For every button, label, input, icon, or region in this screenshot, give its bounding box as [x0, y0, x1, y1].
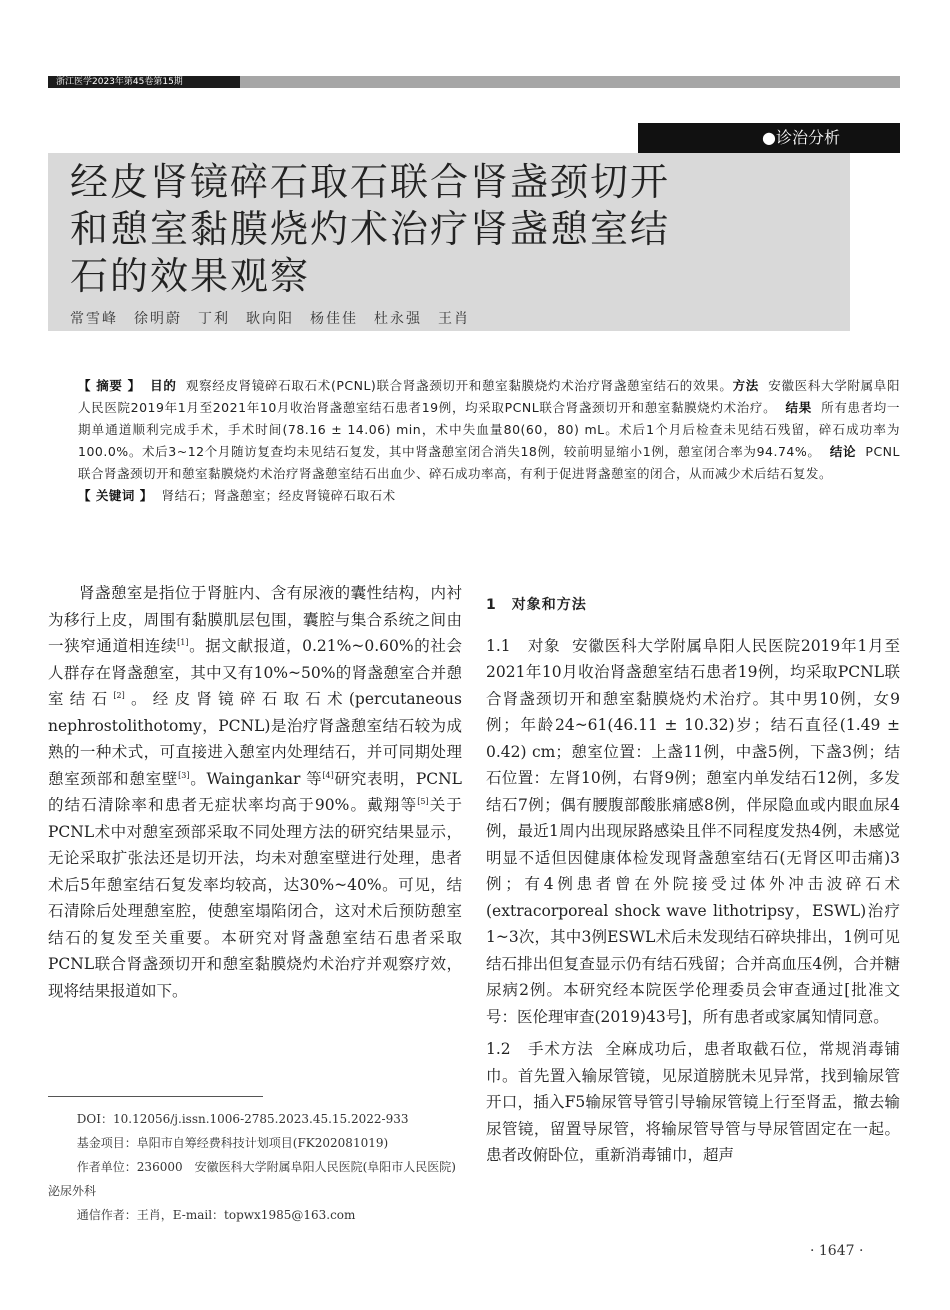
citation-3[interactable]: [3] [178, 770, 190, 780]
affiliation: 作者单位：236000 安徽医科大学附属阜阳人民医院(阜阳市人民医院)泌尿外科 [48, 1160, 456, 1198]
objective-text: 观察经皮肾镜碎石取石术(PCNL)联合肾盏颈切开和憩室黏膜烧灼术治疗肾盏憩室结石的效果。 [185, 378, 733, 393]
citation-5[interactable]: [5] [417, 797, 429, 806]
header-bar [48, 76, 900, 88]
subsection-subjects: 1.1 对象 安徽医科大学附属阜阳人民医院2019年1月至2021年10月收治肾盏憩室结石患者19例，均采取PCNL联合肾盏颈切开和憩室黏膜烧灼术治疗。其中男10例，女9例；年龄24~61(46.11 ± 10.32)岁；结石直径(1.49 ± 0.42) cm；憩室位置：上盏11例，中盏5例，下盏3例；结石位置：左肾10例，右肾9例；憩室内单发结石12例，多发结石7例；偶有腰腹部酸胀痛感8例，伴尿隐血或内眼血尿4例，最近1周内出现尿路感染且伴不同程度发热4例，未感觉明显不适但因健康体检发现肾盏憩室结石(无肾区叩击痛)3例；有4例患者曾在外院接受过体外冲击波碎石术(extracorporeal shock wave lithotripsy，ESWL)治疗1~3次，其中3例ESWL术后未发现结石碎块排出，1例可见结石排出但复查显示仍有结石残留；合并高血压4例，合并糖尿病2例。本研究经本院医学伦理委员会审查通过[批准文号：医伦理审查(2019)43号]，所有患者或家属知情同意。 [486, 636, 901, 1026]
title-block [48, 153, 850, 331]
page-number: · 1647 · [810, 1243, 864, 1259]
article-title: 经皮肾镜碎石取石联合肾盏颈切开和憩室黏膜烧灼术治疗肾盏憩室结石的效果观察 [70, 160, 671, 298]
results-text: 所有患者均一期单通道顺利完成手术，手术时间(78.16 ± 14.06) min，术中失血量80(60，80) mL。术后1个月后检查未见结石残留，碎石成功率为100.0%。术后3~12个月随访复查均未见结石复发，其中肾盏憩室闭合消失18例，较前明显缩小1例，憩室闭合率为94.74%。 [78, 400, 900, 459]
footnote-divider [48, 1096, 263, 1097]
journal-info: 浙江医学2023年第45卷第15期 [48, 76, 240, 88]
section-heading: 1 对象和方法 [486, 597, 587, 613]
subsection-label: 1.1 对象 [486, 636, 561, 655]
authors: 常雪峰 徐明蔚 丁利 耿向阳 杨佳佳 杜永强 王肖 [70, 311, 470, 327]
subsection-label: 1.2 手术方法 [486, 1040, 594, 1058]
keywords-text: 肾结石；肾盏憩室；经皮肾镜碎石取石术 [161, 488, 396, 503]
keywords [48, 485, 900, 507]
footnotes [48, 1107, 462, 1227]
conclusion-label: 结论 [829, 444, 857, 459]
section-label: ●诊治分析 [638, 123, 900, 153]
objective-label: 目的 [150, 378, 177, 393]
introduction [48, 580, 462, 1004]
fund-info: 基金项目：阜阳市自筹经费科技计划项目(FK202081019) [76, 1136, 389, 1150]
results-label: 结果 [785, 400, 812, 415]
keywords-label: 【 关键词 】 [78, 488, 153, 503]
abstract-label: 【 摘要 】 [78, 378, 141, 393]
citation-2[interactable]: [2] [113, 691, 125, 700]
conclusion-text: PCNL联合肾盏颈切开和憩室黏膜烧灼术治疗肾盏憩室结石出血少、碎石成功率高，有利于促进肾盏憩室的闭合，从而减少术后结石复发。 [78, 444, 900, 481]
subsection-surgery: 1.2 手术方法 全麻成功后，患者取截石位，常规消毒铺巾。首先置入输尿管镜，见尿道膀胱未见异常，找到输尿管开口，插入F5输尿管导管引导输尿管镜上行至肾盂，撤去输尿管镜，留置导尿管，将输尿管导管与导尿管固定在一起。患者改俯卧位，重新消毒铺巾，超声 [486, 1040, 900, 1164]
methods-text: 安徽医科大学附属阜阳人民医院2019年1月至2021年10月收治肾盏憩室结石患者19例，均采取PCNL联合肾盏颈切开和憩室黏膜烧灼术治疗。 [78, 378, 900, 415]
intro-paragraph: 肾盏憩室是指位于肾脏内、含有尿液的囊性结构，内衬为移行上皮，周围有黏膜肌层包围，囊腔与集合系统之间由一狭窄通道相连续[1]。据文献报道，0.21%~0.60%的社会人群存在肾盏憩室，其中又有10%~50%的肾盏憩室合并憩室结石[2]。经皮肾镜碎石取石术(percutaneous nephrostolithotomy，PCNL)是治疗肾盏憩室结石较为成熟的一种术式，可直接进入憩室内处理结石，并可同期处理憩室颈部和憩室壁[3]。Waingankar 等[4]研究表明，PCNL的结石清除率和患者无症状率均高于90%。戴翔等[5]关于PCNL术中对憩室颈部采取不同处理方法的研究结果显示，无论采取扩张法还是切开法，均未对憩室壁进行处理，患者术后5年憩室结石复发率均较高，达30%~40%。可见，结石清除后处理憩室腔，使憩室塌陷闭合，这对术后预防憩室结石的复发至关重要。本研究对肾盏憩室结石患者采取PCNL联合肾盏颈切开和憩室黏膜烧灼术治疗并观察疗效，现将结果报道如下。 [48, 584, 462, 1000]
methods-section [486, 592, 900, 1169]
doi[interactable]: DOI：10.12056/j.issn.1006-2785.2023.45.15.2022-933 [76, 1112, 409, 1126]
correspondence: 通信作者：王肖，E-mail：topwx1985@163.com [76, 1208, 356, 1222]
citation-1[interactable]: [1] [177, 638, 189, 647]
citation-4[interactable]: [4] [322, 770, 334, 780]
methods-label: 方法 [732, 378, 759, 393]
abstract [48, 375, 900, 507]
